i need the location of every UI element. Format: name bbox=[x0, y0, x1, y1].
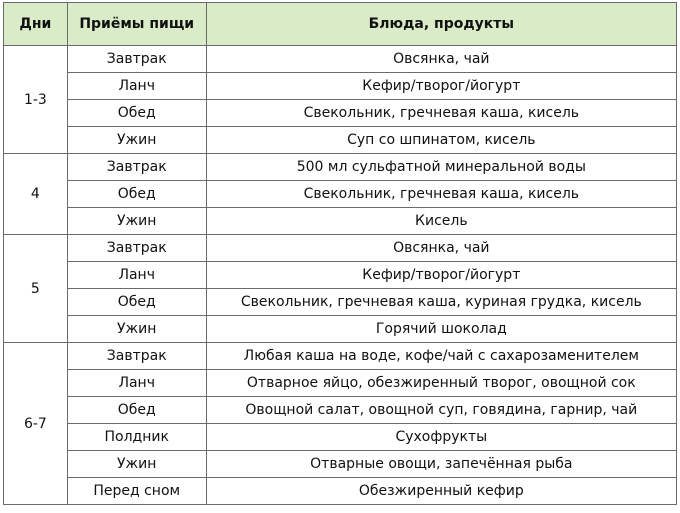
food-cell: Свекольник, гречневая каша, кисель bbox=[206, 100, 676, 127]
food-cell: Обезжиренный кефир bbox=[206, 478, 676, 505]
food-cell: Отварное яйцо, обезжиренный творог, овощной сок bbox=[206, 370, 676, 397]
table-row bbox=[4, 208, 677, 235]
meal-cell: Обед bbox=[67, 289, 206, 316]
meal-cell: Ланч bbox=[67, 370, 206, 397]
meal-cell: Завтрак bbox=[67, 235, 206, 262]
food-cell: Свекольник, гречневая каша, кисель bbox=[206, 181, 676, 208]
meal-cell: Обед bbox=[67, 397, 206, 424]
food-cell: Любая каша на воде, кофе/чай с сахарозаменителем bbox=[206, 343, 676, 370]
table-row bbox=[4, 289, 677, 316]
meal-cell: Обед bbox=[67, 181, 206, 208]
food-cell: Свекольник, гречневая каша, куриная грудка, кисель bbox=[206, 289, 676, 316]
table-row bbox=[4, 73, 677, 100]
meal-cell: Перед сном bbox=[67, 478, 206, 505]
table-row bbox=[4, 451, 677, 478]
header-row bbox=[4, 3, 677, 46]
day-cell: 1-3 bbox=[4, 46, 68, 154]
meal-cell: Ужин bbox=[67, 208, 206, 235]
table-row bbox=[4, 424, 677, 451]
food-cell: 500 мл сульфатной минеральной воды bbox=[206, 154, 676, 181]
table-row bbox=[4, 370, 677, 397]
table-row bbox=[4, 181, 677, 208]
meal-cell: Ужин bbox=[67, 316, 206, 343]
table-row bbox=[4, 235, 677, 262]
day-cell: 4 bbox=[4, 154, 68, 235]
table-row bbox=[4, 316, 677, 343]
table-body bbox=[4, 46, 677, 505]
meal-cell: Полдник bbox=[67, 424, 206, 451]
table-row bbox=[4, 397, 677, 424]
food-cell: Кефир/творог/йогурт bbox=[206, 73, 676, 100]
day-cell: 6-7 bbox=[4, 343, 68, 505]
meal-cell: Ланч bbox=[67, 262, 206, 289]
table-header bbox=[4, 3, 677, 46]
table-row bbox=[4, 127, 677, 154]
meal-cell: Обед bbox=[67, 100, 206, 127]
table-row bbox=[4, 262, 677, 289]
food-cell: Овощной салат, овощной суп, говядина, гарнир, чай bbox=[206, 397, 676, 424]
table-row bbox=[4, 343, 677, 370]
meal-cell: Завтрак bbox=[67, 154, 206, 181]
diet-table bbox=[3, 2, 677, 505]
meal-cell: Завтрак bbox=[67, 343, 206, 370]
meal-cell: Ланч bbox=[67, 73, 206, 100]
table-row bbox=[4, 46, 677, 73]
meal-cell: Ужин bbox=[67, 451, 206, 478]
food-cell: Кефир/творог/йогурт bbox=[206, 262, 676, 289]
day-cell: 5 bbox=[4, 235, 68, 343]
header-days: Дни bbox=[4, 3, 68, 46]
food-cell: Суп со шпинатом, кисель bbox=[206, 127, 676, 154]
food-cell: Овсянка, чай bbox=[206, 46, 676, 73]
meal-cell: Завтрак bbox=[67, 46, 206, 73]
meal-cell: Ужин bbox=[67, 127, 206, 154]
food-cell: Кисель bbox=[206, 208, 676, 235]
food-cell: Горячий шоколад bbox=[206, 316, 676, 343]
food-cell: Сухофрукты bbox=[206, 424, 676, 451]
food-cell: Овсянка, чай bbox=[206, 235, 676, 262]
table-row bbox=[4, 478, 677, 505]
table-row bbox=[4, 154, 677, 181]
header-meals: Приёмы пищи bbox=[67, 3, 206, 46]
table-row bbox=[4, 100, 677, 127]
header-dishes: Блюда, продукты bbox=[206, 3, 676, 46]
food-cell: Отварные овощи, запечённая рыба bbox=[206, 451, 676, 478]
